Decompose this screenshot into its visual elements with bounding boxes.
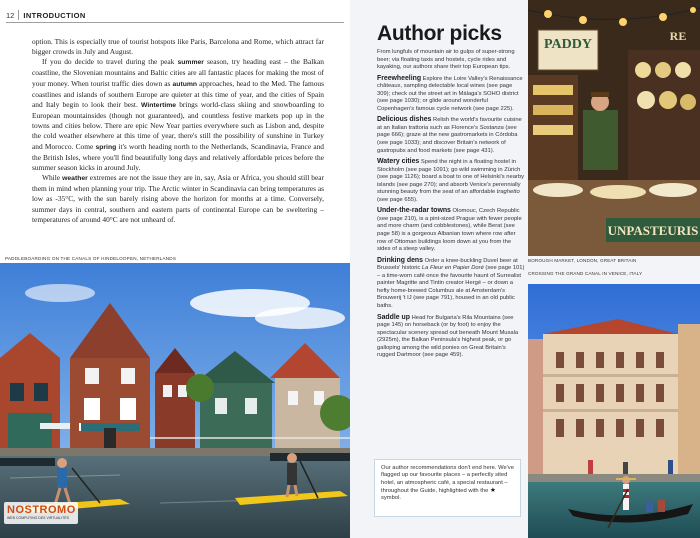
page-number: 12 <box>6 10 15 20</box>
paragraph-1 <box>32 37 324 57</box>
p2-text-5: it's worth heading north to the Netherlands, Scandinavia, France and the British Isles, where you'll find beautifully long days and relatively affordable prices before the summer season kicks in around July. <box>32 141 324 172</box>
keyword-weather: weather <box>62 175 88 183</box>
p2-text-2: season, try heading east – the Balkan coastline, the Slovenian mountains and Baltic cities are all fantastic places for making the most of your money. When tourist traffic dies down as <box>32 57 324 88</box>
keyword-spring: spring <box>95 143 117 151</box>
pick-emphasis: traghetto <box>496 189 520 196</box>
market-sign-top: PADDY <box>544 37 592 52</box>
pick-emphasis: La Fleur en Papier Doré <box>421 265 484 272</box>
canal-photo-illustration <box>0 263 350 538</box>
note-tail: symbol. <box>381 495 401 502</box>
market-photo <box>528 0 700 256</box>
pick-heading: Drinking dens <box>377 256 423 264</box>
p3-text-1: While <box>42 173 63 183</box>
body-text <box>32 37 324 225</box>
author-picks-column <box>377 49 525 363</box>
pick-watery-cities <box>377 158 525 204</box>
canal-photo <box>0 263 350 538</box>
p2-text-4: brings world-class skiing and snowboarding to European mountainsides (though not guaranteed), and countless festive markets pop up in the towns and cities below. There are epic New Year parties everywhere such as Lisbon and, despite the cold weather elsewhere at this time of year, there's still the possibility of sunshine in Turkey and Morocco. Come <box>32 99 324 151</box>
keyword-wintertime: Wintertime <box>141 101 177 109</box>
pick-text: (see page 655). <box>377 196 418 203</box>
pick-saddle-up <box>377 314 525 360</box>
pick-text: Olomouc, Czech Republic (see page 210), is a pint-sized Prague with fewer people and more charm (and cobblestones), while Berat (see page 58) is a gorgeous Albanian town where row after row of Ottoman buildings loom down at you from the sides of a steep valley. <box>377 208 522 253</box>
watermark-logo <box>4 502 78 524</box>
pick-under-the-radar-towns <box>377 207 525 253</box>
pick-drinking-dens <box>377 257 525 311</box>
pick-freewheeling <box>377 75 525 114</box>
venice-photo-caption: CROSSING THE GRAND CANAL IN VENICE, ITALY <box>528 271 643 276</box>
canal-photo-caption: PADDLEBOARDING ON THE CANALS OF HINDELOOPEN, NETHERLANDS <box>5 256 177 261</box>
header-separator <box>18 10 19 20</box>
pick-heading: Under-the-radar towns <box>377 207 451 215</box>
watermark-title: NOSTROMO <box>7 504 76 516</box>
pick-text: Explore the Loire Valley's Renaissance châteaux, sampling delectable local wines (see page 309); check out the street art in Málaga's SOHO district (see page 1030); or glide around wonderful Copenhagen's famous cycle network (see page 225). <box>377 75 523 112</box>
pick-heading: Saddle up <box>377 313 410 321</box>
pick-delicious-dishes <box>377 116 525 155</box>
p3-text-2: extremes are not the issue they are in, say, Asia or Africa, you should still bear them in mind when planning your trip. The Arctic winter in Scandinavia can bring temperatures as low as -35°C, with the sun barely rising above the horizon for months at a time. Conversely, summer days in central, southern and eastern parts of continental Europe can be sweltering – temperatures of around 40°C are not unheard of. <box>32 173 324 224</box>
pick-text: Head for Bulgaria's Rila Mountains (see page 145) on horseback (or by foot) to enjoy the spectacular scenery spread out beneath Mount Musala (2925m), the Balkan Peninsula's highest peak, or go galloping among the wild ponies on Great Britain's rugged Dartmoor (see page 459). <box>377 314 519 359</box>
pick-text: Spend the night in a floating hostel in Stockholm (see page 1091); go wild swimming in Zürich (see page 1126); board a boat to one of Helsinki's nearby islands (see page 270); and absorb Venice's perennially stunning beauty from the seat of an affordable <box>377 159 524 196</box>
pick-text: (see page 101) – a time-worn café once the favourite haunt of Surrealist painter Magritte and Tintin creator Hergé – or down a hefty home-brewed Columbus ale at Amsterdam's Brouwerij 't IJ (see page 791), housed in an old public baths. <box>377 265 525 309</box>
recommendation-note-box <box>374 459 521 517</box>
p2-text-1: If you do decide to travel during the peak <box>42 57 178 67</box>
keyword-summer: summer <box>177 59 204 67</box>
paragraph-1-text: option. This is especially true of tourist hotspots like Paris, Barcelona and Rome, which attract far bigger crowds in July and August. <box>32 37 324 57</box>
author-picks-title: Author picks <box>377 22 502 45</box>
pick-emphasis: Sostanza <box>479 124 504 131</box>
note-text: Our author recommendations don't end here. We've flagged up our favourite places – a perfectly sited hotel, an atmospheric café, a special restaurant – throughout the Guide, highlighted with the <box>381 465 514 494</box>
pick-heading: Freewheeling <box>377 74 422 82</box>
market-photo-illustration <box>528 0 700 256</box>
pick-heading: Watery cities <box>377 158 420 166</box>
right-page <box>350 0 700 538</box>
market-photo-caption: BOROUGH MARKET, LONDON, GREAT BRITAIN <box>528 258 637 263</box>
author-picks-intro: From lungfuls of mountain air to gulps of super-strong beer; via floating taxis and hostels, cycle rides and kayaking, our authors share their top European tips. <box>377 49 515 71</box>
pick-heading: Delicious dishes <box>377 116 432 124</box>
pick-text: Order a knee-buckling Duvel beer at Brussels' historic <box>377 257 518 272</box>
paragraph-3 <box>32 173 324 225</box>
market-sign-bottom: UNPASTEURIS <box>607 223 699 238</box>
pick-text: (see page 666); graze at the new gastromarkets in Córdoba (see page 1033); and discover Britain's network of gastropubs and food markets (see page 431). <box>377 124 518 154</box>
market-sign-side: RE <box>669 29 687 43</box>
p2-text-3: approaches, head to the Med. The famous coastlines and islands of southern Europe are quieter at this time of year, and the cities of Spain and Italy begin to look their best. <box>32 78 324 109</box>
header-rule <box>6 22 344 23</box>
page-header <box>6 9 86 21</box>
pick-text: Relish the world's favourite cuisine at an Italian trattoria such as Florence's <box>377 117 522 131</box>
section-title: INTRODUCTION <box>23 10 86 20</box>
watermark-subtitle: WEB COMPUTING DES VIRTUALITÉS <box>7 516 69 520</box>
keyword-autumn: autumn <box>172 80 198 88</box>
venice-photo-illustration <box>528 284 700 538</box>
star-icon: ★ <box>489 486 496 494</box>
venice-photo <box>528 284 700 538</box>
paragraph-2 <box>32 57 324 173</box>
